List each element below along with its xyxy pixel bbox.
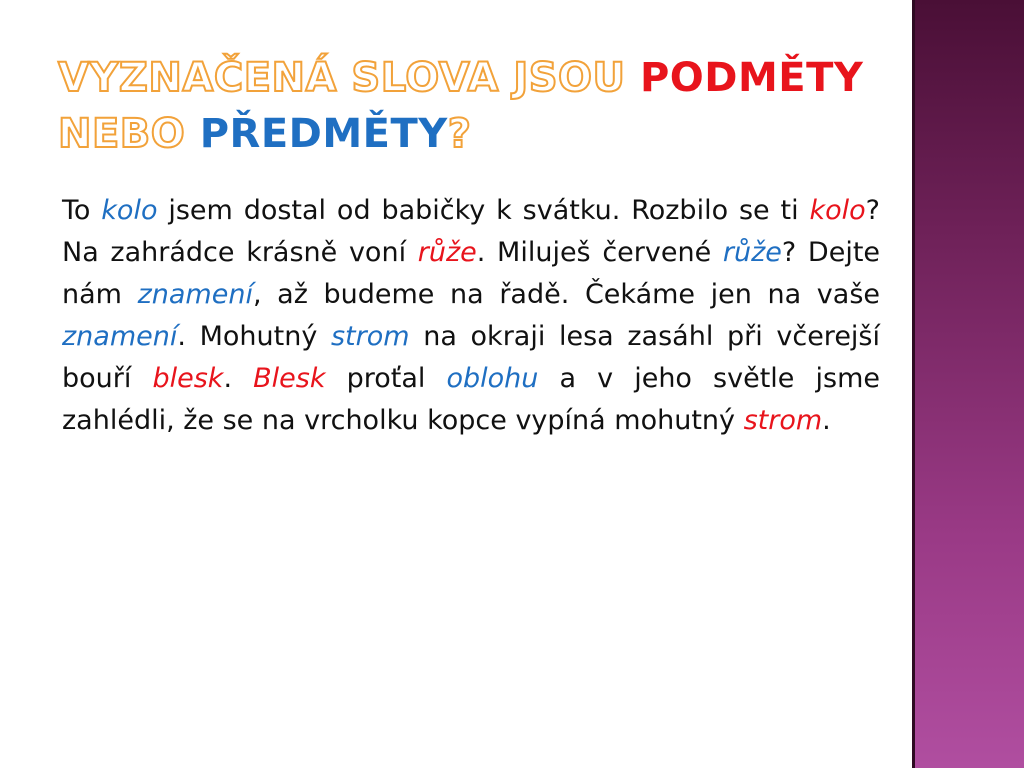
decorative-sidebar [912,0,1024,768]
paragraph-text: . [223,363,254,394]
title-part-1: VYZNAČENÁ SLOVA JSOU [58,55,640,101]
paragraph-text: . Miluješ červené [476,237,723,268]
paragraph-text: . [822,405,831,436]
title-part-2: NEBO [58,111,200,157]
object-word: znamení [62,321,178,352]
paragraph-text: proťal [325,363,447,394]
paragraph-text: , až budeme na řadě. Čekáme jen na vaše [252,279,880,310]
subject-word: kolo [809,195,866,226]
title-line-1 [58,50,898,106]
title-question-mark: ? [447,111,472,157]
subject-word: blesk [152,363,224,394]
title-subjects: PODMĚTY [639,55,864,101]
object-word: růže [722,237,782,268]
object-word: oblohu [446,363,539,394]
exercise-paragraph [62,190,880,442]
paragraph-text: . Mohutný [177,321,331,352]
subject-word: Blesk [253,363,326,394]
paragraph-text: ? Na zahrádce krásně voní [62,195,880,268]
paragraph-text: na okraji lesa zasáhl při včerejší bouří [62,321,880,394]
paragraph-text: To [62,195,102,226]
paragraph-text: jsem dostal od babičky k svátku. Rozbilo se ti [157,195,810,226]
slide-title [58,50,898,162]
paragraph-text: ? Dejte nám [62,237,881,310]
title-line-2 [58,106,898,162]
sidebar-edge [912,0,915,768]
title-objects: PŘEDMĚTY [199,111,448,157]
object-word: kolo [101,195,158,226]
subject-word: růže [417,237,477,268]
object-word: strom [330,321,410,352]
object-word: znamení [137,279,253,310]
paragraph-text: a v jeho světle jsme zahlédli, že se na vrcholku kopce vypíná mohutný [62,363,880,436]
subject-word: strom [743,405,823,436]
